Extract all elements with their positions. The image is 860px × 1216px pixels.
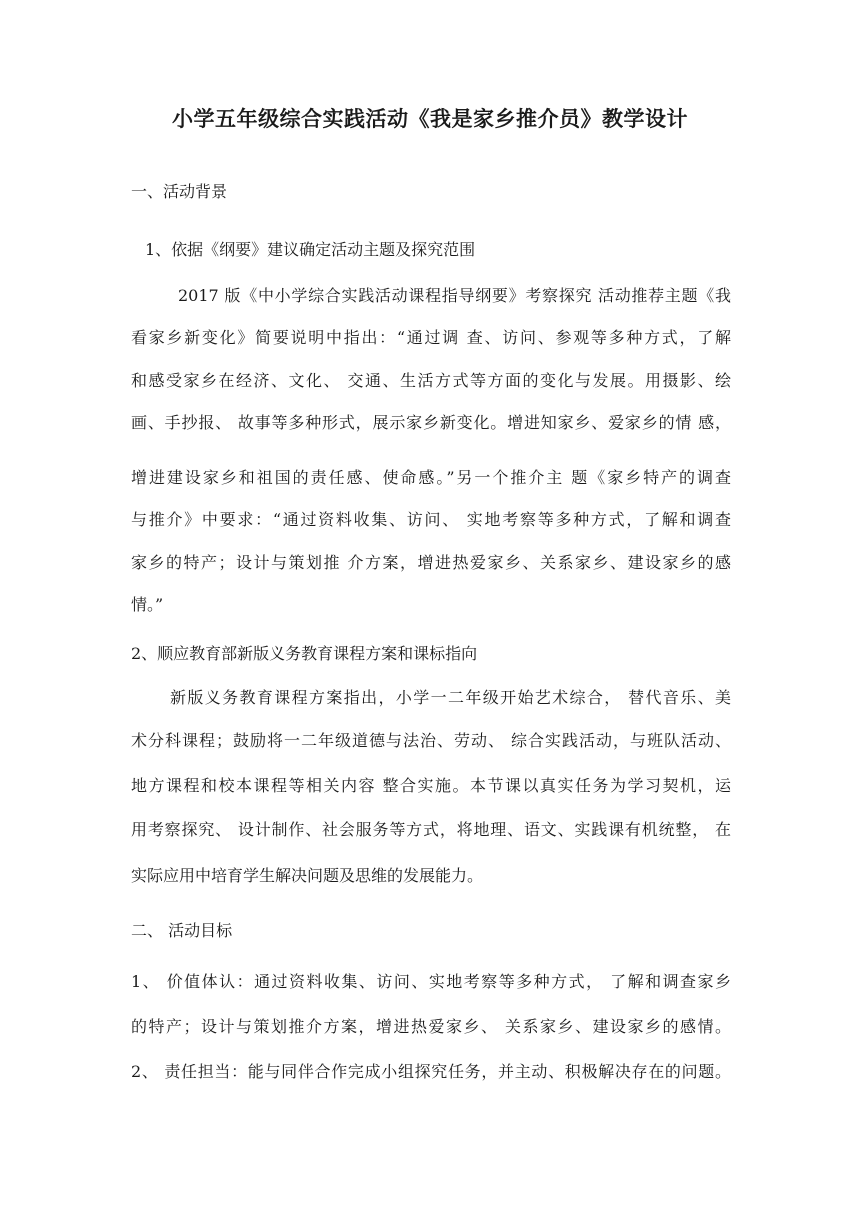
paragraph-line: 家乡的特产；设计与策划推 介方案，增进热爱家乡、关系家乡、建设家乡的感 <box>131 553 731 572</box>
paragraph-line: 2017 版《中小学综合实践活动课程指导纲要》考察探究 活动推荐主题《我 <box>178 286 731 305</box>
subsection-heading-curriculum-direction: 2、顺应教育部新版义务教育课程方案和课标指向 <box>131 644 478 663</box>
paragraph-line: 和感受家乡在经济、文化、 交通、生活方式等方面的变化与发展。用摄影、绘 <box>131 371 731 390</box>
paragraph-line: 增进建设家乡和祖国的责任感、使命感。”另一个推介主 题《家乡特产的调查 <box>131 468 731 487</box>
paragraph-line: 术分科课程；鼓励将一二年级道德与法治、劳动、 综合实践活动，与班队活动、 <box>131 731 731 750</box>
objective-line: 1、 价值体认：通过资料收集、访问、实地考察等多种方式， 了解和调查家乡 <box>131 972 731 991</box>
paragraph-line: 地方课程和校本课程等相关内容 整合实施。本节课以真实任务为学习契机，运 <box>131 776 731 795</box>
paragraph-line: 画、手抄报、 故事等多种形式，展示家乡新变化。增进知家乡、爱家乡的情 感， <box>131 413 731 432</box>
subsection-heading-outline-basis: 1、依据《纲要》建议确定活动主题及探究范围 <box>145 240 476 259</box>
section-heading-objectives: 二、 活动目标 <box>131 921 233 940</box>
paragraph-line: 看家乡新变化》简要说明中指出：“通过调 查、访问、参观等多种方式，了解 <box>131 328 731 347</box>
paragraph-line: 情。” <box>131 595 164 614</box>
paragraph-line: 新版义务教育课程方案指出，小学一二年级开始艺术综合， 替代音乐、美 <box>170 688 731 707</box>
section-heading-background: 一、活动背景 <box>131 182 228 201</box>
objective-line: 2、 责任担当：能与同伴合作完成小组探究任务，并主动、积极解决存在的问题。 <box>131 1062 731 1081</box>
document-title: 小学五年级综合实践活动《我是家乡推介员》教学设计 <box>172 106 688 131</box>
paragraph-line: 与推介》中要求：“通过资料收集、访问、 实地考察等多种方式，了解和调查 <box>131 510 731 529</box>
paragraph-line: 实际应用中培育学生解决问题及思维的发展能力。 <box>131 866 484 885</box>
objective-line: 的特产；设计与策划推介方案，增进热爱家乡、 关系家乡、建设家乡的感情。 <box>131 1017 731 1036</box>
paragraph-line: 用考察探究、 设计制作、社会服务等方式，将地理、语文、实践课有机统整， 在 <box>131 820 731 839</box>
